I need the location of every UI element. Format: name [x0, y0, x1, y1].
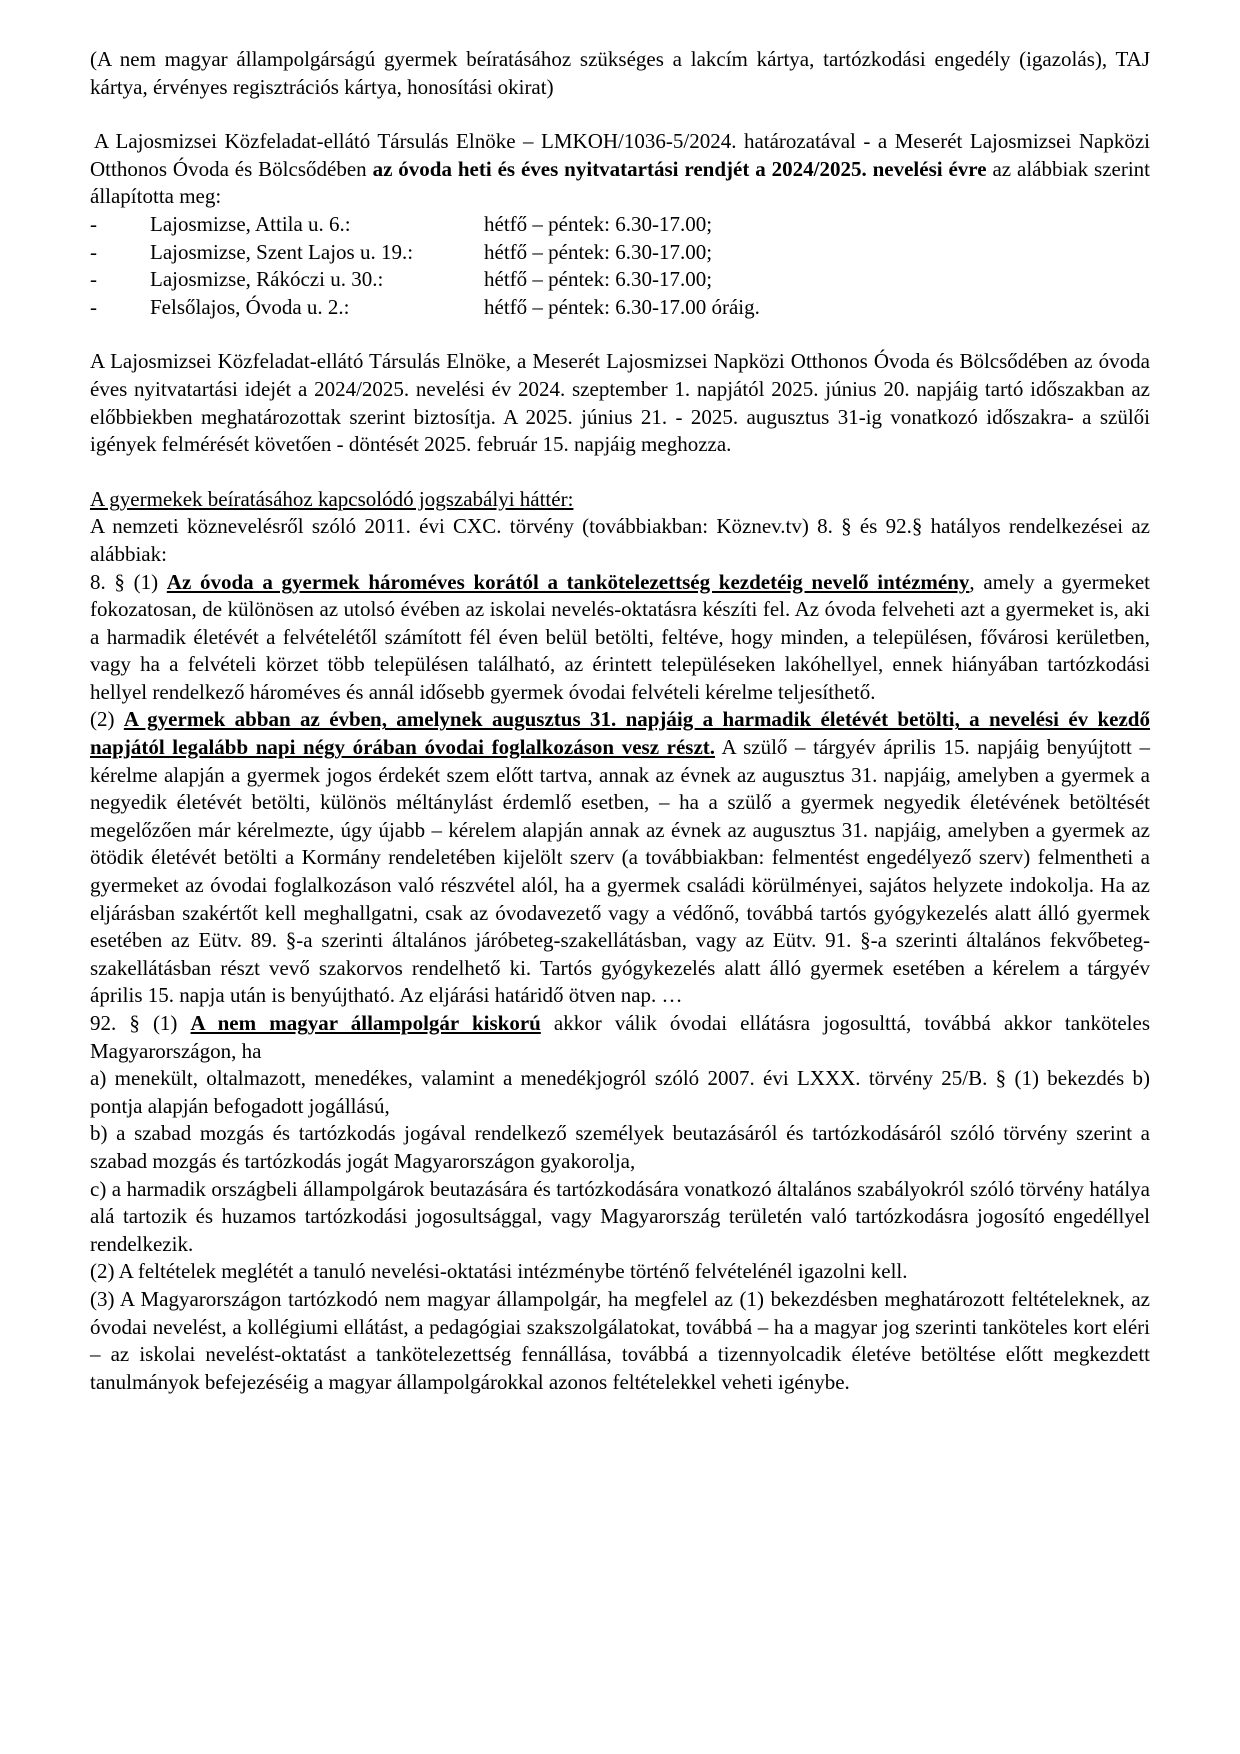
section-92-1-label: 92. § (1) [90, 1011, 191, 1035]
section-92-point-b: b) a szabad mozgás és tartózkodás jogával rendelkező személyek beutazásáról és tartózkodásáról szóló törvény szerint a szabad mozgás és tartózkodás jogát Magyarországon gyakorolja, [90, 1121, 1150, 1173]
section-92-point-a: a) menekült, oltalmazott, menedékes, valamint a menedékjogról szóló 2007. évi LXXX. törvény 25/B. § (1) bekezdés b) pontja alapján befogadott jogállású, [90, 1066, 1150, 1118]
section-8-1-label: 8. § (1) [90, 569, 167, 594]
location-text: Lajosmizse, Attila u. 6.: [150, 211, 351, 236]
opening-hours-list [90, 211, 1150, 321]
schedule-intro-bold: az óvoda heti és éves nyitvatartási rendjét a 2024/2025. nevelési évre [372, 156, 987, 181]
section-8-2-body: A szülő – tárgyév április 15. napjáig benyújtott – kérelme alapján a gyermek jogos érdekét szem előtt tartva, annak az évnek az augusztus 31. napjáig, amelyben a gyermek a negyedik életévét betölti, különös méltánylást érdemlő esetben, – ha a szülő a gyermek negyedik életévének betöltését megelőzően már kérelmezte, úgy újabb – kérelem alapján annak az évnek az augusztus 31. napjáig, amelyben a gyermek az ötödik életévét betölti a Kormány rendeletében kijelölt szerv (a továbbiakban: felmentést engedélyező szerv) felmentheti a gyermeket az óvodai foglalkozáson való részvétel alól, ha a gyermek családi körülményei, sajátos helyzete indokolja. Ha az eljárásban szakértőt kell meghallgatni, csak az óvodavezető vagy a védőnő, továbbá tartós gyógykezelés alatt álló gyermek esetében az Eütv. 89. §-a szerinti általános járóbeteg-szakellátásban, vagy az Eütv. 91. §-a szerinti általános fekvőbeteg-szakellátásban részt vevő szakorvos rendelhető ki. Tartós gyógykezelés alatt álló gyermek esetében a kérelem a tárgyév április 15. napja után is benyújtható. Az eljárási határidő ötven nap. … [90, 735, 1150, 1008]
list-item [90, 266, 1150, 294]
spacer [90, 101, 1150, 128]
section-92-1-body: akkor válik óvodai ellátásra jogosulttá, továbbá akkor tanköteles Magyarországon, ha [90, 1011, 1150, 1063]
legal-background-heading: A gyermekek beíratásához kapcsolódó jogszabályi háttér: [90, 486, 574, 511]
dash-marker: - [90, 239, 97, 264]
section-8-1-emphasis: Az óvoda a gyermek hároméves korától a tankötelezettség kezdetéig nevelő intézmény [166, 569, 970, 594]
hours-text: hétfő – péntek: 6.30-17.00; [484, 239, 713, 264]
document-page [90, 46, 1150, 1396]
section-8-2-label: (2) [90, 707, 124, 732]
hours-text: hétfő – péntek: 6.30-17.00; [484, 267, 713, 292]
spacer [90, 459, 1150, 486]
section-8-1 [90, 569, 1150, 707]
dash-marker: - [90, 294, 97, 319]
section-8-2 [90, 706, 1150, 1010]
schedule-intro-post: az alábbiak szerint állapította meg: [90, 156, 1151, 209]
hours-text: hétfő – péntek: 6.30-17.00; [484, 211, 713, 236]
section-8-2-emphasis: A gyermek abban az évben, amelynek augusztus 31. napjáig a harmadik életévét betölti, a nevelési év kezdő napjától legalább napi négy órában óvodai foglalkozáson vesz részt. [90, 707, 1150, 760]
location-text: Felsőlajos, Óvoda u. 2.: [150, 294, 350, 319]
section-8-1-body: , amely a gyermeket fokozatosan, de különösen az utolsó évében az iskolai nevelés-oktatásra készíti fel. Az óvoda felveheti azt a gyermeket is, aki a harmadik életévét a felvételétől számított fél éven belül betölti, feltéve, hogy minden, a településen, fővárosi kerületben, vagy ha a felvételi körzet több településen található, az érintett településeken lakóhellyel, ennek hiányában tartózkodási hellyel rendelkező hároméves és annál idősebb gyermek óvodai felvételi kérelme teljesíthető. [90, 569, 1150, 704]
list-item [90, 239, 1150, 267]
location-text: Lajosmizse, Rákóczi u. 30.: [150, 267, 384, 292]
dash-marker: - [90, 211, 97, 236]
section-92-1-emphasis: A nem magyar állampolgár kiskorú [190, 1011, 541, 1035]
document-note: (A nem magyar állampolgárságú gyermek beíratásához szükséges a lakcím kártya, tartózkodási engedély (igazolás), TAJ kártya, érvényes regisztrációs kártya, honosítási okirat) [90, 47, 1150, 99]
location-text: Lajosmizse, Szent Lajos u. 19.: [150, 239, 414, 264]
spacer [90, 321, 1150, 348]
dash-marker: - [90, 267, 97, 292]
hours-text: hétfő – péntek: 6.30-17.00 óráig. [484, 294, 760, 319]
section-92-1 [90, 1010, 1150, 1065]
schedule-intro [90, 128, 1150, 211]
section-92-3: (3) A Magyarországon tartózkodó nem magyar állampolgár, ha megfelel az (1) bekezdésben meghatározott feltételeknek, az óvodai nevelést, a kollégiumi ellátást, a pedagógiai szakszolgálatokat, továbbá – ha a magyar jog szerinti tanköteles kort eléri – az iskolai nevelést-oktatást a tankötelezettség fennállása, továbbá a tizennyolcadik életéve betöltése előtt megkezdett tanulmányok befejezéséig a magyar állampolgárokkal azonos feltételekkel veheti igénybe. [90, 1286, 1150, 1394]
schedule-intro-pre: A Lajosmizsei Közfeladat-ellátó Társulás Elnöke – LMKOH/1036-5/2024. határozatával - a Meserét Lajosmizsei Napközi Otthonos Óvoda és Bölcsődében [90, 129, 1150, 181]
list-item [90, 294, 1150, 322]
section-92-2: (2) A feltételek meglétét a tanuló nevelési-oktatási intézménybe történő felvételénél igazolni kell. [90, 1259, 908, 1284]
section-92-point-c: c) a harmadik országbeli állampolgárok beutazására és tartózkodására vonatkozó általános szabályokról szóló törvény hatálya alá tartozik és huzamos tartózkodási jogosultsággal, vagy Magyarország területén való tartózkodásra jogosító engedéllyel rendelkezik. [90, 1176, 1150, 1256]
legal-intro: A nemzeti köznevelésről szóló 2011. évi CXC. törvény (továbbiakban: Köznev.tv) 8. § és 92.§ hatályos rendelkezései az alábbiak: [90, 514, 1150, 566]
list-item [90, 211, 1150, 239]
annual-schedule-paragraph: A Lajosmizsei Közfeladat-ellátó Társulás Elnöke, a Meserét Lajosmizsei Napközi Otthonos Óvoda és Bölcsődében az óvoda éves nyitvatartási idejét a 2024/2025. nevelési év 2024. szeptember 1. napjától 2025. június 20. napjáig tartó időszakban az előbbiekben meghatározottak szerint biztosítja. A 2025. június 21. - 2025. augusztus 31-ig vonatkozó időszakra- a szülői igények felmérését követően - döntését 2025. február 15. napjáig meghozza. [90, 349, 1150, 457]
